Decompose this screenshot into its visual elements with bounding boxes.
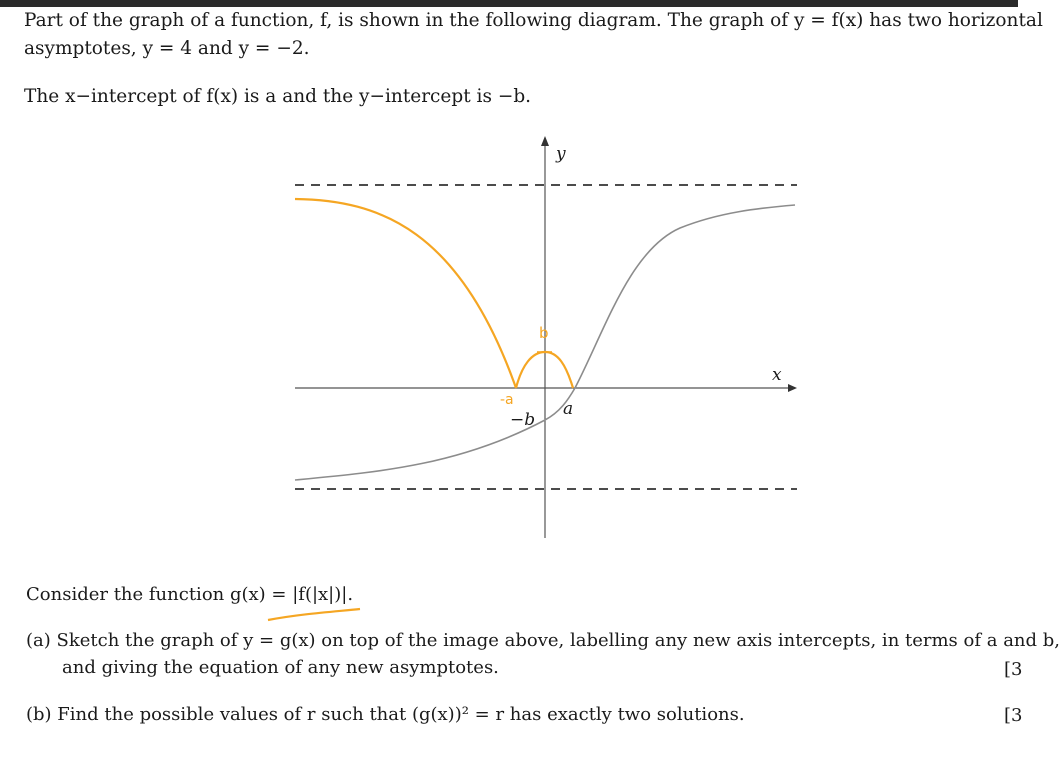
underline-mark	[268, 609, 360, 620]
part-b: (b) Find the possible values of r such that (g(x))² = r has exactly two solutions.	[26, 704, 745, 725]
part-a-marks: [3	[1004, 659, 1023, 680]
problem-line-2: asymptotes, y = 4 and y = −2.	[24, 38, 310, 59]
annotation-peak-b: b	[539, 324, 549, 342]
annotation-neg-a: -a	[500, 392, 514, 408]
x-intercept-label: a	[563, 399, 574, 419]
problem-line-1: Part of the graph of a function, f, is shown in the following diagram. The graph of y = f(x) has two horizontal	[24, 10, 1043, 31]
part-a-line-1: (a) Sketch the graph of y = g(x) on top of the image above, labelling any new axis intercepts, in terms of a and b,	[26, 630, 1060, 651]
consider-statement: Consider the function g(x) = |f(|x|)|.	[26, 584, 354, 605]
x-axis-arrow	[788, 384, 797, 392]
problem-line-3: The x−intercept of f(x) is a and the y−intercept is −b.	[24, 86, 532, 107]
part-a-line-2: and giving the equation of any new asymptotes.	[62, 657, 499, 678]
sketch-g-left	[295, 199, 516, 388]
y-axis-arrow	[541, 136, 549, 146]
x-axis-label: x	[772, 365, 782, 385]
y-axis-label: y	[556, 144, 566, 164]
part-b-marks: [3	[1004, 705, 1023, 726]
y-intercept-label: −b	[510, 410, 536, 430]
